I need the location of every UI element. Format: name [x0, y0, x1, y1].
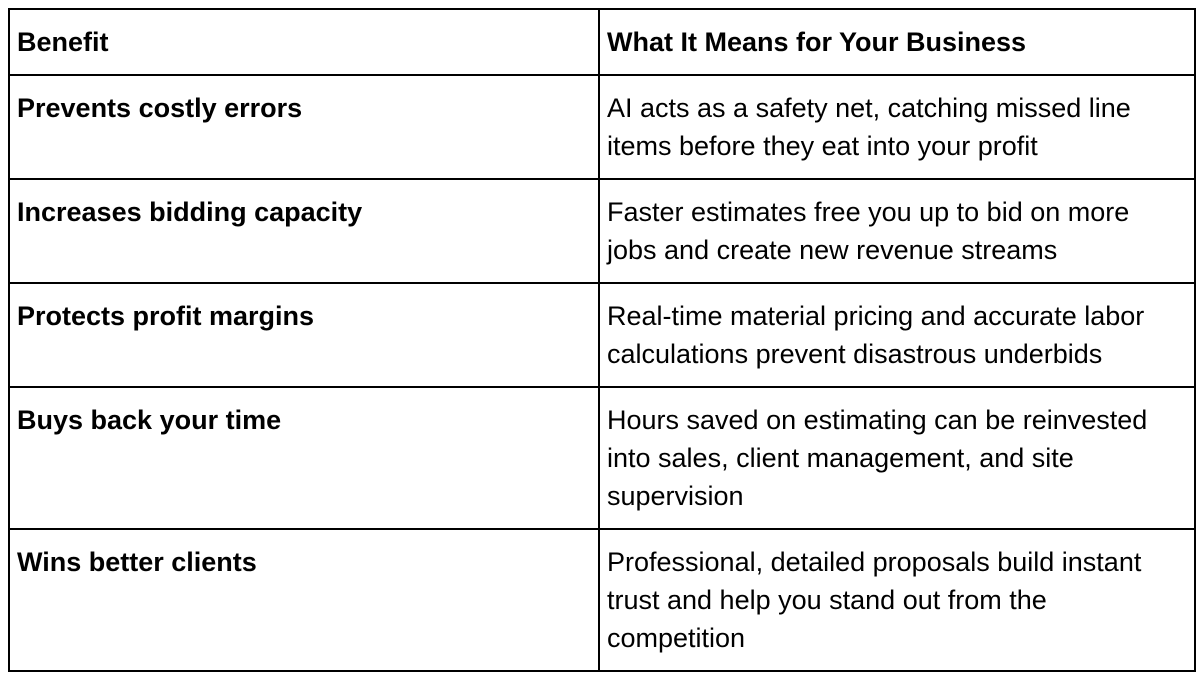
benefit-cell: Prevents costly errors: [9, 75, 599, 179]
benefits-table: [8, 8, 1196, 672]
table-row: [9, 283, 1195, 387]
table-row: [9, 75, 1195, 179]
table-row: [9, 179, 1195, 283]
meaning-cell: Hours saved on estimating can be reinvested into sales, client management, and site supervision: [599, 387, 1195, 529]
table-row: [9, 387, 1195, 529]
table-row: [9, 529, 1195, 671]
benefit-cell: Increases bidding capacity: [9, 179, 599, 283]
column-header-benefit: Benefit: [9, 9, 599, 75]
benefit-cell: Buys back your time: [9, 387, 599, 529]
meaning-cell: Professional, detailed proposals build instant trust and help you stand out from the competition: [599, 529, 1195, 671]
meaning-cell: Faster estimates free you up to bid on more jobs and create new revenue streams: [599, 179, 1195, 283]
column-header-meaning: What It Means for Your Business: [599, 9, 1195, 75]
meaning-cell: Real-time material pricing and accurate labor calculations prevent disastrous underbids: [599, 283, 1195, 387]
benefit-cell: Wins better clients: [9, 529, 599, 671]
meaning-cell: AI acts as a safety net, catching missed line items before they eat into your profit: [599, 75, 1195, 179]
table-header-row: [9, 9, 1195, 75]
benefit-cell: Protects profit margins: [9, 283, 599, 387]
